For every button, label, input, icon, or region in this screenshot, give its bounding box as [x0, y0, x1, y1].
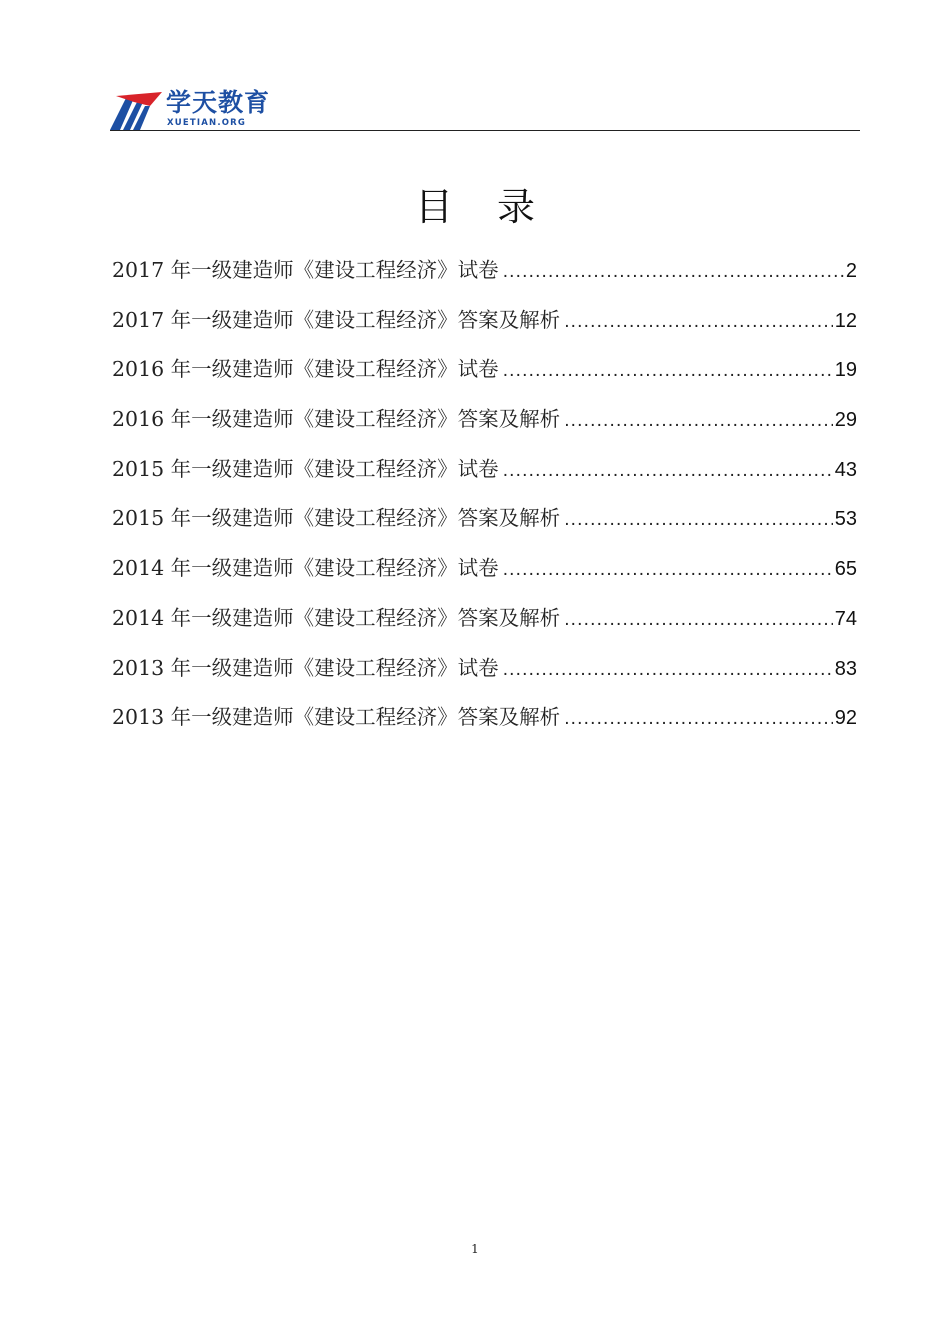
- toc-entry-title: 2016 年一级建造师《建设工程经济》试卷: [112, 357, 499, 382]
- toc-entry-page: 29: [834, 409, 857, 432]
- toc-entry-title: 2015 年一级建造师《建设工程经济》试卷: [112, 456, 499, 481]
- toc-entry[interactable]: [112, 651, 857, 701]
- toc-entry[interactable]: [112, 352, 857, 402]
- toc-entry-page: 92: [834, 707, 857, 730]
- toc-entry[interactable]: [112, 303, 857, 353]
- toc-leader-dots: [564, 503, 833, 537]
- toc-leader-dots: [564, 702, 833, 736]
- toc-entry-title: 2014 年一级建造师《建设工程经济》试卷: [112, 556, 499, 581]
- toc-leader-dots: [503, 553, 833, 587]
- toc-leader-dots: [503, 354, 833, 388]
- toc-entry-title: 2016 年一级建造师《建设工程经济》答案及解析: [112, 407, 561, 432]
- toc-entry-page: 19: [834, 359, 857, 382]
- toc-leader-dots: [564, 404, 833, 438]
- toc-title-char-1: 目: [414, 185, 453, 229]
- toc-entry[interactable]: [112, 700, 857, 750]
- toc-entry-title: 2017 年一级建造师《建设工程经济》试卷: [112, 258, 499, 282]
- toc-entry[interactable]: [112, 501, 857, 551]
- logo-english-text: XUETIAN.ORG: [167, 118, 247, 128]
- table-of-contents: [112, 253, 857, 750]
- toc-entry-title: 2013 年一级建造师《建设工程经济》试卷: [112, 655, 499, 680]
- toc-entry[interactable]: [112, 402, 857, 452]
- toc-title-char-2: 录: [497, 185, 536, 229]
- toc-entry-page: 65: [834, 558, 857, 581]
- logo-chinese-text: 学天教育: [166, 88, 271, 117]
- toc-leader-dots: [564, 305, 833, 339]
- toc-entry-page: 2: [845, 260, 857, 282]
- toc-title: [0, 182, 950, 232]
- toc-entry[interactable]: [112, 253, 857, 303]
- toc-entry-title: 2015 年一级建造师《建设工程经济》答案及解析: [112, 506, 561, 531]
- toc-leader-dots: [503, 653, 833, 687]
- toc-leader-dots: [503, 454, 833, 488]
- toc-leader-dots: [503, 255, 844, 289]
- toc-entry-title: 2014 年一级建造师《建设工程经济》答案及解析: [112, 605, 561, 630]
- toc-entry-page: 74: [834, 607, 857, 630]
- toc-entry-title: 2013 年一级建造师《建设工程经济》答案及解析: [112, 705, 561, 730]
- toc-leader-dots: [564, 603, 833, 637]
- page-number: 1: [471, 1242, 479, 1256]
- toc-entry[interactable]: [112, 551, 857, 601]
- toc-entry-page: 12: [834, 309, 857, 332]
- page-header: [110, 88, 860, 132]
- toc-entry[interactable]: [112, 601, 857, 651]
- toc-entry-title: 2017 年一级建造师《建设工程经济》答案及解析: [112, 307, 561, 332]
- xuetian-logo-icon: [110, 92, 162, 130]
- toc-entry[interactable]: [112, 452, 857, 502]
- toc-entry-page: 53: [834, 508, 857, 531]
- toc-entry-page: 83: [834, 657, 857, 680]
- toc-entry-page: 43: [834, 458, 857, 481]
- header-divider: [110, 130, 860, 131]
